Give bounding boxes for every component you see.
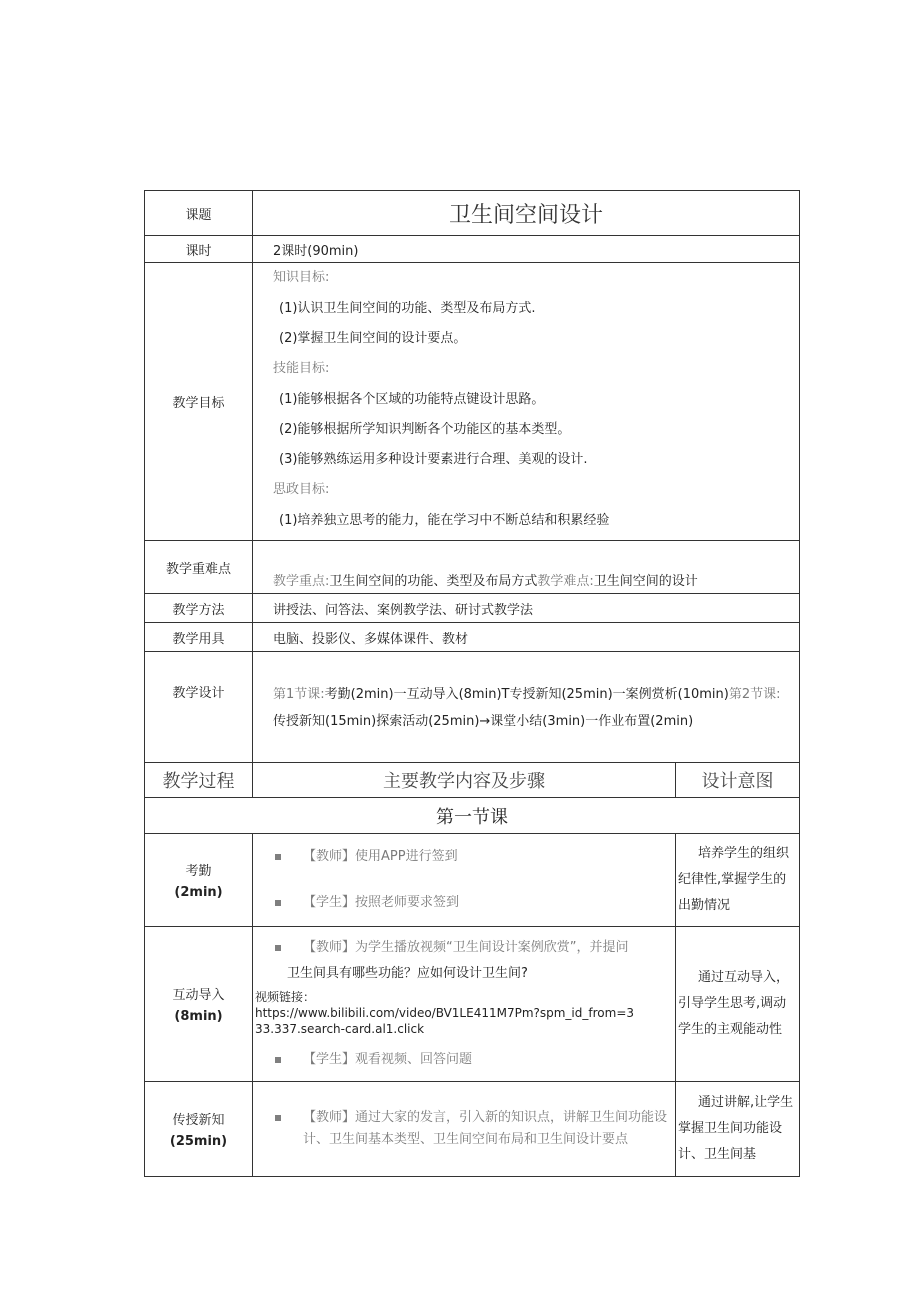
teacher-text: 为学生播放视频“卫生间设计案例欣赏”，并提问 [355,940,629,955]
key-points-row [145,541,800,594]
bullet-square-icon [275,900,281,906]
tools-value: 电脑、投影仪、多媒体课件、教材 [253,623,800,652]
key-text: 卫生间空间的功能、类型及布局方式 [329,574,538,589]
teacher-tag: 【教师】 [303,849,356,864]
bullet-square-icon [275,1115,281,1121]
hours-row [145,236,800,263]
title-label: 课题 [145,191,253,236]
hours-label: 课时 [145,236,253,263]
teacher-tag: 【教师】 [303,1110,356,1125]
stage-cell [145,927,253,1082]
design-text-2a: 传 [273,714,287,729]
knowledge-item: (1)认识卫生间空间的功能、类型及布局方式. [279,301,536,316]
stage-intent: 通过互动导入，引导学生思考,调动学生的主观能动性 [676,927,800,1082]
teacher-text: 通过大家的发言，引入新的知识点，讲解卫生间功能设计、卫生间基本类型、卫生间空间布局和卫生间设计要点 [303,1110,668,1147]
section-title-row [145,798,800,834]
stage-content [253,927,676,1082]
method-label: 教学方法 [145,594,253,623]
key-points-label: 教学重难点 [145,541,253,594]
student-tag: 【学生】 [303,1052,356,1067]
goals-label: 教学目标 [145,263,253,541]
bullet-square-icon [275,945,281,951]
stage-cell [145,1082,253,1177]
design-prefix-1: 第1节课: [273,687,325,702]
process-header-intent: 设计意图 [676,763,800,798]
ideology-heading: 思政目标: [273,482,330,497]
stage-time: (25min) [169,1134,228,1149]
ideology-item: (1)培养独立思考的能力，能在学习中不断总结和积累经验 [279,513,610,528]
skill-item: (3)能够熟练运用多种设计要素进行合理、美观的设计. [279,452,588,467]
video-link[interactable]: https://www.bilibili.com/video/BV1LE411M7Pm?spm_id_from=333.337.search-card.al1.click [255,1006,635,1036]
design-text-1: 考勤(2min)一互动导入(8min)T专授新知(25min)一案例赏析(10min) [324,687,729,702]
process-header-content: 主要教学内容及步骤 [253,763,676,798]
stage-row [145,834,800,927]
design-text-2b: 授新知(15min)探索活动(25min)→课堂小结(3min)一作业布置(2min) [286,714,694,729]
stage-row [145,927,800,1082]
teacher-step [253,1107,675,1151]
skill-heading: 技能目标: [273,361,330,376]
video-link-label: 视频链接： [255,990,316,1004]
teacher-question: 卫生间具有哪些功能？应如何设计卫生间? [287,966,528,981]
design-prefix-2: 第2节课: [728,687,781,702]
lesson-plan-table [144,190,800,1177]
hours-value: 2课时(90min) [253,236,800,263]
tools-label: 教学用具 [145,623,253,652]
stage-name: 互动导入 [172,988,225,1003]
design-cell [253,652,800,763]
teacher-step [253,937,675,959]
stage-row [145,1082,800,1177]
bullet-square-icon [275,1057,281,1063]
goals-row [145,263,800,541]
difficulty-text: 卫生间空间的设计 [593,574,698,589]
bullet-square-icon [275,854,281,860]
knowledge-heading: 知识目标: [273,270,330,285]
design-row [145,652,800,763]
knowledge-item: (2)掌握卫生间空间的设计要点。 [279,331,467,346]
title-row [145,191,800,236]
student-step [253,892,675,914]
page-title: 卫生间空间设计 [253,191,800,236]
stage-time: (2min) [174,885,223,900]
skill-item: (2)能够根据所学知识判断各个功能区的基本类型。 [279,422,571,437]
stage-name: 考勤 [185,864,212,879]
method-value: 讲授法、问答法、案例教学法、研讨式教学法 [253,594,800,623]
stage-intent: 培养学生的组织纪律性,掌握学生的出勤情况 [676,834,800,927]
teacher-step [253,846,675,868]
stage-cell [145,834,253,927]
teacher-text: 使用APP进行签到 [355,849,458,864]
goals-cell [253,263,800,541]
difficulty-prefix: 教学难点: [537,574,594,589]
stage-content [253,1082,676,1177]
lesson-plan-document [144,190,799,1177]
method-row [145,594,800,623]
student-tag: 【学生】 [303,895,356,910]
stage-time: (8min) [174,1009,223,1024]
student-step [253,1049,675,1071]
stage-intent: 通过讲解,让学生掌握卫生间功能设计、卫生间基 [676,1082,800,1177]
tools-row [145,623,800,652]
key-prefix: 教学重点: [273,574,330,589]
process-header-row [145,763,800,798]
key-points-cell [253,541,800,594]
section-title: 第一节课 [145,798,800,834]
skill-item: (1)能够根据各个区域的功能特点键设计思路。 [279,392,545,407]
stage-name: 传授新知 [172,1113,225,1128]
student-text: 观看视频、回答问题 [355,1052,473,1067]
stage-content [253,834,676,927]
process-header-stage: 教学过程 [145,763,253,798]
student-text: 按照老师要求签到 [355,895,460,910]
teacher-tag: 【教师】 [303,940,356,955]
design-label: 教学设计 [145,652,253,763]
